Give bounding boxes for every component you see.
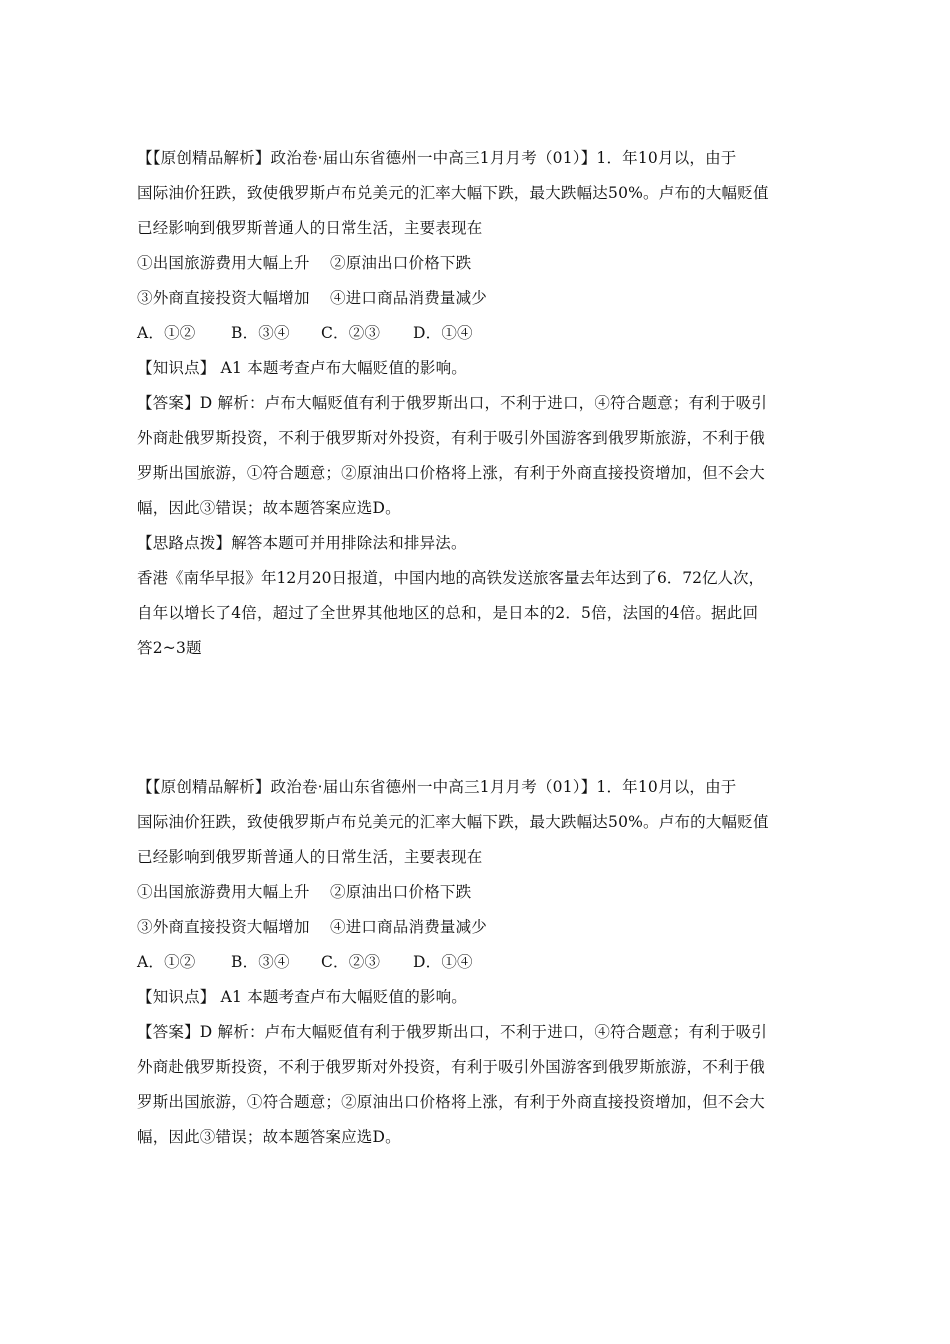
option-2: ②原油出口价格下跌 [330,254,472,272]
option-2: ②原油出口价格下跌 [330,883,472,901]
option-1: ①出国旅游费用大幅上升 [137,254,310,272]
answer-line: 幅，因此③错误；故本题答案应选D。 [137,1128,401,1146]
answer-line: 【答案】D 解析：卢布大幅贬值有利于俄罗斯出口，不利于进口，④符合题意；有利于吸引 [137,394,768,412]
choice-row [137,945,837,980]
knowledge-point: 【知识点】 A1 本题考查卢布大幅贬值的影响。 [137,988,468,1006]
choice-b: B．③④ [231,953,290,971]
answer-line: 【答案】D 解析：卢布大幅贬值有利于俄罗斯出口，不利于进口，④符合题意；有利于吸引 [137,1023,768,1041]
question-section-2 [137,770,837,1155]
news-paragraph-line: 香港《南华早报》年12月20日报道，中国内地的高铁发送旅客量去年达到了6．72亿人次， [137,569,765,587]
option-row [137,281,837,316]
choice-row [137,316,837,351]
option-4: ④进口商品消费量减少 [330,918,488,936]
choice-a: A．①② [137,953,196,971]
option-4: ④进口商品消费量减少 [330,289,488,307]
answer-line: 外商赴俄罗斯投资，不利于俄罗斯对外投资，有利于吸引外国游客到俄罗斯旅游，不利于俄 [137,429,766,447]
answer-line: 罗斯出国旅游，①符合题意；②原油出口价格将上涨，有利于外商直接投资增加，但不会大 [137,464,766,482]
question-text-line: 国际油价狂跌，致使俄罗斯卢布兑美元的汇率大幅下跌，最大跌幅达50%。卢布的大幅贬值 [137,813,769,831]
question-section-1 [137,141,837,666]
question-text-line: 已经影响到俄罗斯普通人的日常生活，主要表现在 [137,848,483,866]
choice-b: B．③④ [231,324,290,342]
choice-d: D．①④ [413,324,473,342]
option-row [137,910,837,945]
knowledge-point: 【知识点】 A1 本题考查卢布大幅贬值的影响。 [137,359,468,377]
option-row [137,875,837,910]
choice-d: D．①④ [413,953,473,971]
option-1: ①出国旅游费用大幅上升 [137,883,310,901]
choice-c: C．②③ [321,953,381,971]
news-paragraph-line: 自年以增长了4倍，超过了全世界其他地区的总和，是日本的2．5倍，法国的4倍。据此回 [137,604,759,622]
choice-c: C．②③ [321,324,381,342]
question-header: 【【原创精品解析】政治卷·届山东省德州一中高三1月月考（01）】1．年10月以，由于 [137,778,737,796]
answer-line: 罗斯出国旅游，①符合题意；②原油出口价格将上涨，有利于外商直接投资增加，但不会大 [137,1093,766,1111]
answer-line: 幅，因此③错误；故本题答案应选D。 [137,499,401,517]
answer-line: 外商赴俄罗斯投资，不利于俄罗斯对外投资，有利于吸引外国游客到俄罗斯旅游，不利于俄 [137,1058,766,1076]
solution-tip: 【思路点拨】解答本题可并用排除法和排异法。 [137,534,467,552]
question-header: 【【原创精品解析】政治卷·届山东省德州一中高三1月月考（01）】1．年10月以，由于 [137,149,737,167]
question-text-line: 已经影响到俄罗斯普通人的日常生活，主要表现在 [137,219,483,237]
choice-a: A．①② [137,324,196,342]
option-3: ③外商直接投资大幅增加 [137,918,310,936]
option-3: ③外商直接投资大幅增加 [137,289,310,307]
question-text-line: 国际油价狂跌，致使俄罗斯卢布兑美元的汇率大幅下跌，最大跌幅达50%。卢布的大幅贬值 [137,184,769,202]
news-paragraph-line: 答2~3题 [137,639,202,657]
option-row [137,246,837,281]
